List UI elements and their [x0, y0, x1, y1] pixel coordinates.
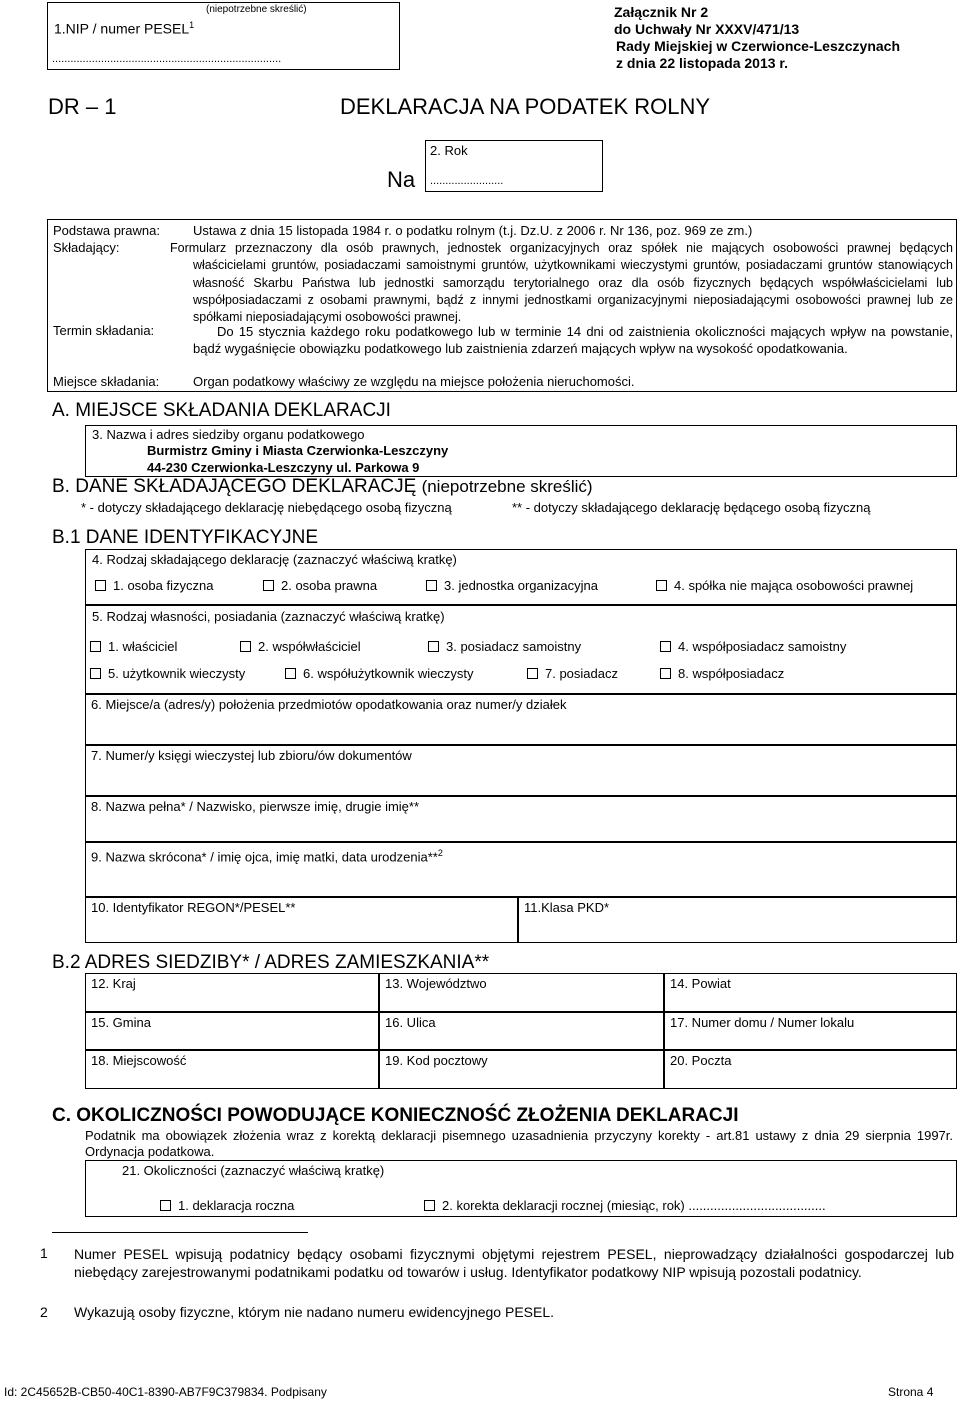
section-c-title: C. OKOLICZNOŚCI POWODUJĄCE KONIECZNOŚĆ ZŁOŻENIA DEKLARACJI	[52, 1105, 739, 1126]
section-a-title: A. MIEJSCE SKŁADANIA DEKLARACJI	[52, 400, 391, 421]
field-21-option-1[interactable]: 1. deklaracja roczna	[160, 1198, 294, 1213]
field-4-option-3[interactable]: 3. jednostka organizacyjna	[426, 578, 598, 593]
checkbox-icon[interactable]	[428, 641, 439, 652]
field-15-label: 15. Gmina	[91, 1015, 151, 1030]
field-19-box[interactable]	[379, 1050, 664, 1089]
form-title: DEKLARACJA NA PODATEK ROLNY	[340, 94, 711, 119]
field-3-label: 3. Nazwa i adres siedziby organu podatkowego	[92, 427, 365, 442]
field-15-box[interactable]	[85, 1012, 379, 1050]
note-star1: * - dotyczy składającego deklarację niebędącego osobą fizyczną	[81, 500, 452, 515]
skladajacy-text: Formularz przeznaczony dla osób prawnych, jednostek organizacyjnych oraz spółek nie mających osobowości prawnej będących właścicielami gruntów, posiadaczami samoistnymi gruntów, użytkownikami wieczystymi gruntów, posiadaczami gruntów stanowiących własność Skarbu Państwa lub jednostki samorządu terytorialnego oraz dla osób fizycznych będących współwłaścicielami lub współposiadaczami z osobami prawnymi, bądź z innymi jednostkami organizacyjnymi nieposiadającymi osobowości prawnej lub ze spółkami nieposiadającymi osobowości prawnej.	[170, 241, 953, 325]
nip-pesel-note: (niepotrzebne skreślić)	[206, 4, 307, 15]
field-6-label: 6. Miejsce/a (adres/y) położenia przedmiotów opodatkowania oraz numer/y działek	[91, 697, 567, 712]
field-6-box[interactable]	[85, 694, 957, 745]
checkbox-icon[interactable]	[90, 641, 101, 652]
nip-pesel-dots: ...........................................................................	[52, 53, 282, 65]
field-13-label: 13. Województwo	[385, 976, 487, 991]
field-10-box[interactable]	[85, 897, 518, 943]
field-4-option-2[interactable]: 2. osoba prawna	[263, 578, 377, 593]
info-box	[47, 219, 957, 392]
field-8-label: 8. Nazwa pełna* / Nazwisko, pierwsze imię, drugie imię**	[91, 799, 420, 814]
org-line2: 44-230 Czerwionka-Leszczyny ul. Parkowa 9	[147, 460, 420, 475]
field-16-label: 16. Ulica	[385, 1015, 436, 1030]
field-5-option-1[interactable]: 1. właściciel	[90, 639, 177, 654]
field-14-label: 14. Powiat	[670, 976, 731, 991]
annex-line2: do Uchwały Nr XXXV/471/13	[614, 21, 800, 37]
footnote-2-number: 2	[40, 1304, 48, 1320]
termin-text: Do 15 stycznia każdego roku podatkowego lub w terminie 14 dni od zaistnienia okoliczności mających wpływ na powstanie, bądź wygaśnięcie obowiązku podatkowego lub zaistnienia zdarzeń mających wpływ na wysokość opodatkowania.	[193, 324, 953, 356]
b1-title: B.1 DANE IDENTYFIKACYJNE	[52, 527, 319, 548]
field-4-option-1[interactable]: 1. osoba fizyczna	[95, 578, 213, 593]
field-19-label: 19. Kod pocztowy	[385, 1053, 488, 1068]
rok-dots: ........................	[430, 175, 504, 187]
field-5-option-8[interactable]: 8. współposiadacz	[660, 666, 784, 681]
annex-title: Załącznik Nr 2	[614, 4, 709, 20]
miejsce-label: Miejsce składania:	[53, 374, 160, 389]
field-5-label: 5. Rodzaj własności, posiadania (zaznaczyć właściwą kratkę)	[92, 609, 445, 624]
footer-page: Strona 4	[888, 1385, 934, 1399]
field-4-label: 4. Rodzaj składającego deklarację (zaznaczyć właściwą kratkę)	[92, 552, 457, 567]
field-16-box[interactable]	[379, 1012, 664, 1050]
footnote-separator	[52, 1232, 308, 1233]
field-3-box[interactable]	[85, 425, 957, 477]
field-12-label: 12. Kraj	[91, 976, 136, 991]
rok-label: 2. Rok	[430, 143, 468, 158]
field-9-box[interactable]	[85, 842, 957, 897]
field-5-option-4[interactable]: 4. współposiadacz samoistny	[660, 639, 846, 654]
annex-line4: z dnia 22 listopada 2013 r.	[616, 55, 788, 71]
form-code: DR – 1	[48, 94, 117, 119]
section-b-title-note: (niepotrzebne skreślić)	[421, 477, 593, 496]
checkbox-icon[interactable]	[240, 641, 251, 652]
checkbox-icon[interactable]	[95, 580, 106, 591]
note-star2: ** - dotyczy składającego deklarację będącego osobą fizyczną	[512, 500, 871, 515]
field-5-option-3[interactable]: 3. posiadacz samoistny	[428, 639, 581, 654]
field-7-box[interactable]	[85, 745, 957, 796]
footnote-1-text: Numer PESEL wpisują podatnicy będący osobami fizycznymi objętymi rejestrem PESEL, nieprowadzący działalności gospodarczej lub niebędący zarejestrowanymi podatnikami podatku od towarów i usług. Identyfikator podatkowy NIP wpisują pozostali podatnicy.	[74, 1246, 954, 1280]
field-5-option-7[interactable]: 7. posiadacz	[527, 666, 618, 681]
annex-block	[614, 4, 900, 72]
na-label: Na	[387, 167, 416, 192]
org-line1: Burmistrz Gminy i Miasta Czerwionka-Leszczyny	[147, 443, 449, 458]
checkbox-icon[interactable]	[160, 1200, 171, 1211]
field-21-label: 21. Okoliczności (zaznaczyć właściwą kratkę)	[122, 1163, 385, 1178]
field-18-label: 18. Miejscowość	[91, 1053, 187, 1068]
checkbox-icon[interactable]	[263, 580, 274, 591]
footnote-1-number: 1	[40, 1245, 48, 1261]
checkbox-icon[interactable]	[426, 580, 437, 591]
field-5-option-2[interactable]: 2. współwłaściciel	[240, 639, 361, 654]
field-20-box[interactable]	[664, 1050, 957, 1089]
field-21-option-2[interactable]: 2. korekta deklaracji rocznej (miesiąc, rok) ......................................	[424, 1198, 826, 1213]
field-5-option-6[interactable]: 6. współużytkownik wieczysty	[285, 666, 474, 681]
field-12-box[interactable]	[85, 973, 379, 1012]
field-7-label: 7. Numer/y księgi wieczystej lub zbioru/ów dokumentów	[91, 748, 412, 763]
field-17-label: 17. Numer domu / Numer lokalu	[670, 1015, 855, 1030]
section-b-title-text: B. DANE SKŁADAJĄCEGO DEKLARACJĘ	[52, 476, 417, 497]
miejsce-text: Organ podatkowy właściwy ze względu na miejsce położenia nieruchomości.	[193, 374, 635, 389]
skladajacy-label: Składający:	[53, 240, 120, 255]
checkbox-icon[interactable]	[285, 668, 296, 679]
field-18-box[interactable]	[85, 1050, 379, 1089]
field-4-option-4[interactable]: 4. spółka nie mająca osobowości prawnej	[656, 578, 913, 593]
checkbox-icon[interactable]	[527, 668, 538, 679]
rok-field[interactable]	[425, 140, 603, 192]
section-c-text: Podatnik ma obowiązek złożenia wraz z korektą deklaracji pisemnego uzasadnienia przyczyny korekty - art.81 ustawy z dnia 29 sierpnia 1997r. Ordynacja podatkowa.	[85, 1128, 953, 1159]
footnote-2-text: Wykazują osoby fizyczne, którym nie nadano numeru ewidencyjnego PESEL.	[74, 1304, 555, 1320]
field-10-label: 10. Identyfikator REGON*/PESEL**	[91, 900, 296, 915]
podstawa-label: Podstawa prawna:	[53, 223, 160, 238]
annex-line3: Rady Miejskiej w Czerwionce-Leszczynach	[616, 38, 900, 54]
field-9-label: 9. Nazwa skrócona* / imię ojca, imię matki, data urodzenia**	[91, 849, 438, 865]
podstawa-text: Ustawa z dnia 15 listopada 1984 r. o podatku rolnym (t.j. Dz.U. z 2006 r. Nr 136, poz. 969 ze zm.)	[193, 223, 753, 238]
checkbox-icon[interactable]	[660, 641, 671, 652]
termin-label: Termin składania:	[53, 323, 155, 338]
field-20-label: 20. Poczta	[670, 1053, 732, 1068]
checkbox-icon[interactable]	[656, 580, 667, 591]
field-9-sup: 2	[437, 848, 443, 858]
field-5-option-5[interactable]: 5. użytkownik wieczysty	[90, 666, 245, 681]
nip-pesel-label: 1.NIP / numer PESEL$^1$	[54, 20, 195, 37]
footer-id: Id: 2C45652B-CB50-40C1-8390-AB7F9C379834. Podpisany	[4, 1385, 327, 1399]
checkbox-icon[interactable]	[660, 668, 671, 679]
checkbox-icon[interactable]	[90, 668, 101, 679]
field-4-box	[85, 549, 957, 605]
field-13-box[interactable]	[379, 973, 664, 1012]
field-14-box[interactable]	[664, 973, 957, 1012]
field-17-box[interactable]	[664, 1012, 957, 1050]
field-11-label: 11.Klasa PKD*	[524, 900, 610, 915]
field-8-box[interactable]	[85, 796, 957, 842]
section-b-title	[52, 476, 593, 498]
b2-title: B.2 ADRES SIEDZIBY* / ADRES ZAMIESZKANIA**	[52, 952, 490, 973]
checkbox-icon[interactable]	[424, 1200, 435, 1211]
field-11-box[interactable]	[518, 897, 957, 943]
nip-pesel-field[interactable]	[47, 2, 400, 70]
